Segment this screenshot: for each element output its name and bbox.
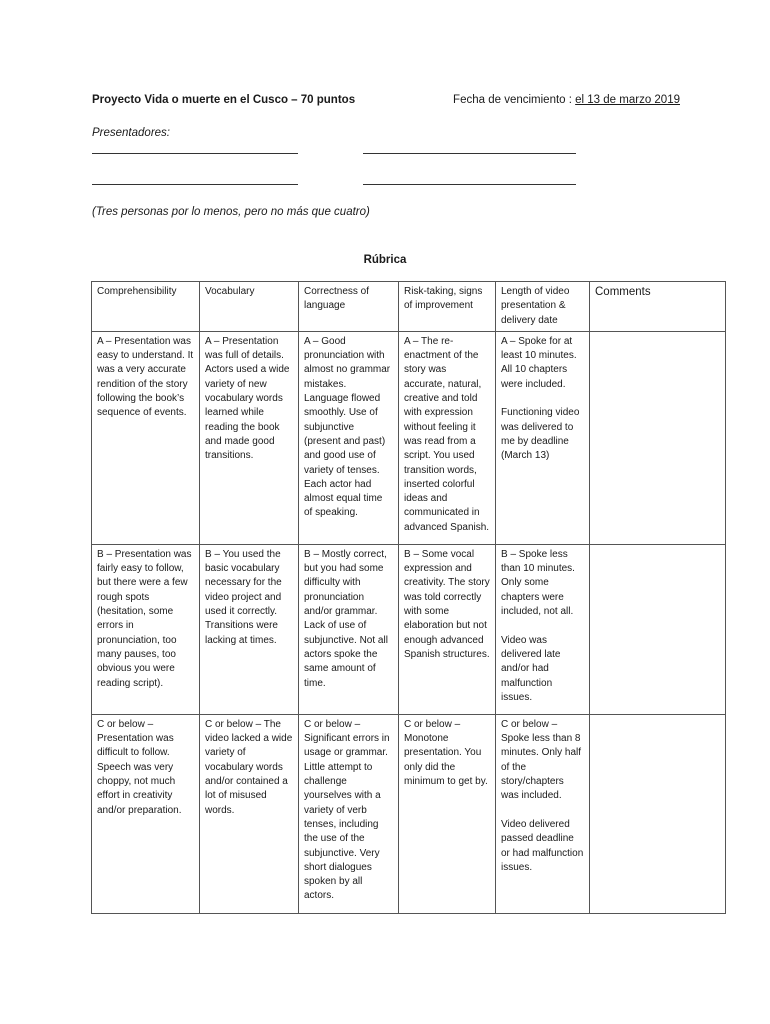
column-header-comments: Comments xyxy=(590,282,726,332)
table-cell: B – Mostly correct, but you had some difficulty with pronunciation and/or grammar. Lack of use of subjunctive. Not all actors spoke the same amount of time. xyxy=(299,544,399,714)
column-header-comprehensibility: Comprehensibility xyxy=(92,282,200,332)
table-cell: B – Some vocal expression and creativity. The story was told correctly with some elaboration but not enough advanced Spanish structures. xyxy=(399,544,496,714)
table-cell: B – You used the basic vocabulary necessary for the video project and used it correctly. Transitions were lacking at times. xyxy=(200,544,299,714)
column-header-vocabulary: Vocabulary xyxy=(200,282,299,332)
table-cell: A – Spoke for at least 10 minutes. All 10 chapters were included. Functioning video was delivered to me by deadline (March 13) xyxy=(496,331,590,544)
table-cell: C or below – Presentation was difficult to follow. Speech was very choppy, not much effort in creativity and/or preparation. xyxy=(92,714,200,913)
due-date-value: el 13 de marzo 2019 xyxy=(575,94,680,106)
comments-cell xyxy=(590,714,726,913)
rubric-title: Rúbrica xyxy=(363,254,407,266)
presenter-blank-4 xyxy=(363,184,576,185)
rubric-header-row xyxy=(92,282,726,332)
project-title: Proyecto Vida o muerte en el Cusco – 70 puntos xyxy=(92,94,356,106)
table-cell: A – The re-enactment of the story was accurate, natural, creative and told with expression without feeling it was read from a script. You used transition words, inserted colorful ideas and communicated in advanced Spanish. xyxy=(399,331,496,544)
column-header-risk-taking: Risk-taking, signs of improvement xyxy=(399,282,496,332)
comments-cell xyxy=(590,544,726,714)
group-size-note: (Tres personas por lo menos, pero no más que cuatro) xyxy=(92,206,370,218)
due-date-label: Fecha de vencimiento : xyxy=(453,94,576,106)
presenter-blank-1 xyxy=(92,153,298,154)
table-cell: C or below – Monotone presentation. You only did the minimum to get by. xyxy=(399,714,496,913)
table-cell: A – Presentation was easy to understand. It was a very accurate rendition of the story following the book’s sequence of events. xyxy=(92,331,200,544)
comments-cell xyxy=(590,331,726,544)
table-cell: B – Presentation was fairly easy to follow, but there were a few rough spots (hesitation, some errors in pronunciation, too many pauses, too obvious you were reading script). xyxy=(92,544,200,714)
column-header-length: Length of video presentation & delivery date xyxy=(496,282,590,332)
title-row xyxy=(92,94,682,110)
table-cell: C or below – The video lacked a wide variety of vocabulary words and/or contained a lot of misused words. xyxy=(200,714,299,913)
table-cell: C or below – Significant errors in usage or grammar. Little attempt to challenge yourselves with a variety of verb tenses, including the use of the subjunctive. Very short dialogues spoken by all actors. xyxy=(299,714,399,913)
rubric-table xyxy=(91,281,726,914)
presenter-blank-3 xyxy=(92,184,298,185)
table-cell: B – Spoke less than 10 minutes. Only some chapters were included, not all. Video was delivered late and/or had malfunction issues. xyxy=(496,544,590,714)
column-header-correctness: Correctness of language xyxy=(299,282,399,332)
rubric-row-c xyxy=(92,714,726,913)
table-cell: A – Presentation was full of details. Actors used a wide variety of new vocabulary words learned while reading the book and made good transitions. xyxy=(200,331,299,544)
presenters-label: Presentadores: xyxy=(92,127,170,139)
due-date-line xyxy=(453,94,680,106)
table-cell: C or below – Spoke less than 8 minutes. Only half of the story/chapters was included. Video delivered passed deadline or had malfunction issues. xyxy=(496,714,590,913)
table-cell: A – Good pronunciation with almost no grammar mistakes. Language flowed smoothly. Use of subjunctive (present and past) and good use of variety of tenses. Each actor had almost equal time of speaking. xyxy=(299,331,399,544)
rubric-row-a xyxy=(92,331,726,544)
presenter-blank-2 xyxy=(363,153,576,154)
rubric-row-b xyxy=(92,544,726,714)
